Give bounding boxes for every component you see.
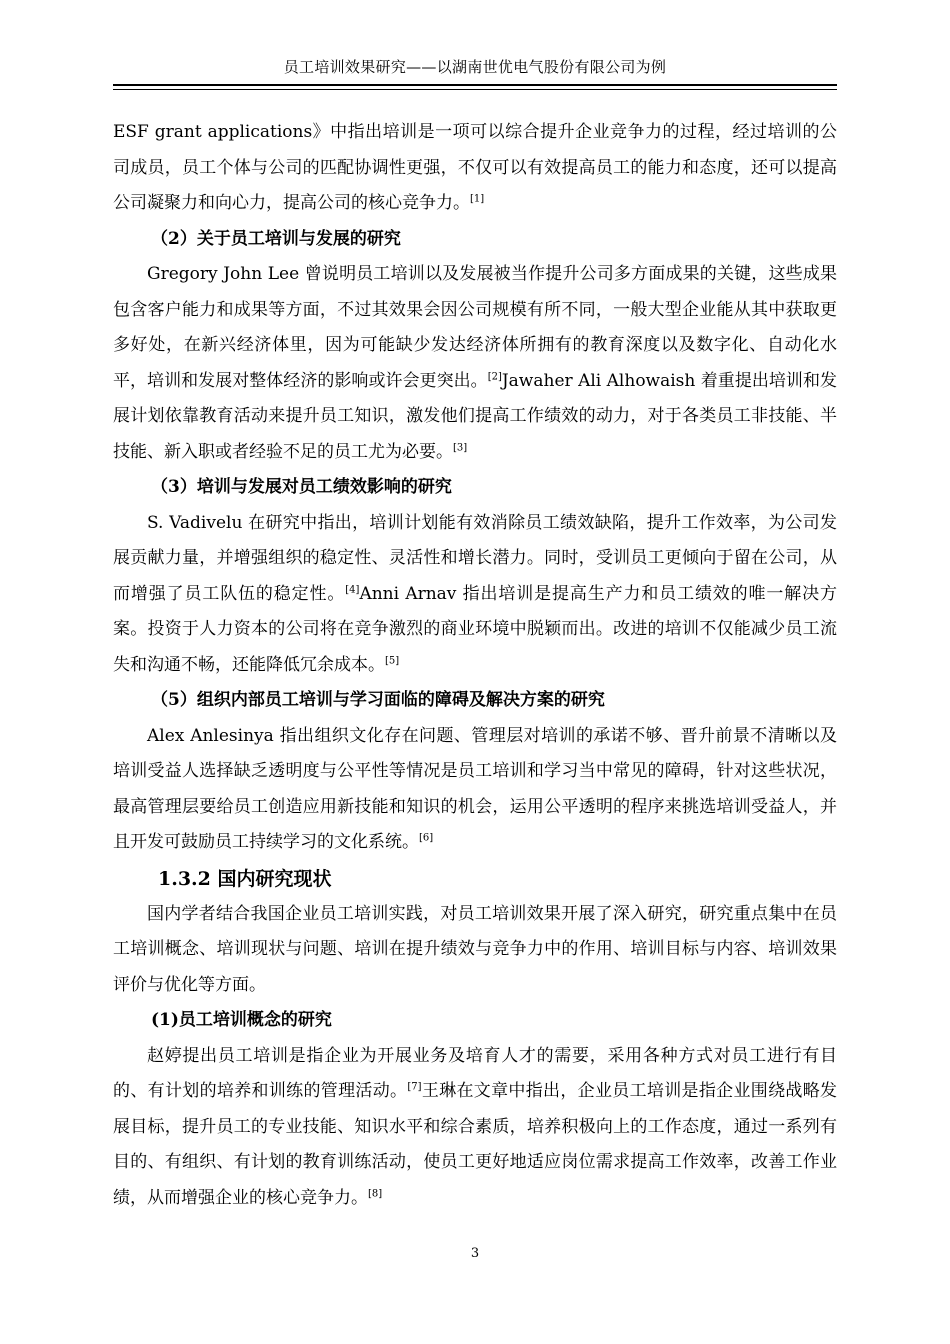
citation: [7] xyxy=(407,1081,422,1093)
header-rule-thin xyxy=(113,89,837,90)
paragraph-text: S. Vadivelu 在研究中指出，培训计划能有效消除员工绩效缺陷，提升工作效率，为公司发展贡献力量，并增强组织的稳定性、灵活性和增长潜力。同时，受训员工更倾向于留在公司，从而增强了员工队伍的稳定性。 xyxy=(113,512,837,604)
citation: [2] xyxy=(487,370,502,382)
paragraph-esf xyxy=(113,115,837,222)
citation: [1] xyxy=(470,193,485,205)
subheading-barriers: （5）组织内部员工培训与学习面临的障碍及解决方案的研究 xyxy=(151,690,605,710)
paragraph-text: Anni Arnav 指出培训是提高生产力和员工绩效的唯一解决方案。投资于人力资本的公司将在竞争激烈的商业环境中脱颖而出。改进的培训不仅能减少员工流失和沟通不畅，还能降低冗余成本。 xyxy=(113,583,838,675)
header-rule-thick xyxy=(113,84,837,86)
citation: [6] xyxy=(419,832,434,844)
citation: [5] xyxy=(385,654,400,666)
subheading-concept: (1)员工培训概念的研究 xyxy=(151,1010,332,1030)
section-heading-domestic: 1.3.2 国内研究现状 xyxy=(158,867,332,890)
paragraph-text: ESF grant applications》中指出培训是一项可以综合提升企业竞争力的过程，经过培训的公司成员，员工个体与公司的匹配协调性更强，不仅可以有效提高员工的能力和态度，还可以提高公司凝聚力和向心力，提高公司的核心竞争力。 xyxy=(113,122,837,213)
paragraph-text: 国内学者结合我国企业员工培训实践，对员工培训效果开展了深入研究，研究重点集中在员工培训概念、培训现状与问题、培训在提升绩效与竞争力中的作用、培训目标与内容、培训效果评价与优化等方面。 xyxy=(113,903,837,995)
subheading-performance-impact: （3）培训与发展对员工绩效影响的研究 xyxy=(151,477,452,497)
paragraph-zhao-wang xyxy=(113,1039,837,1217)
citation: [8] xyxy=(368,1187,383,1199)
page-number: 3 xyxy=(470,1246,480,1261)
paragraph-vadivelu xyxy=(113,506,837,684)
paragraph-text: Jawaher Ali Alhowaish 着重提出培训和发展计划依靠教育活动来提升员工知识，激发他们提高工作绩效的动力，对于各类员工非技能、半技能、新入职或者经验不足的员工尤为必要。 xyxy=(113,370,837,462)
paragraph-domestic-overview xyxy=(113,897,837,1004)
paragraph-text: Gregory John Lee 曾说明员工培训以及发展被当作提升公司多方面成果的关键，这些成果包含客户能力和成果等方面，不过其效果会因公司规模有所不同，一般大型企业能从其中获取更多好处，在新兴经济体里，因为可能缺少发达经济体所拥有的教育深度以及数字化、自动化水平，培训和发展对整体经济的影响或许会更突出。 xyxy=(113,264,837,391)
paragraph-lee xyxy=(113,257,837,470)
citation: [3] xyxy=(453,441,468,453)
paragraph-text: 王琳在文章中指出，企业员工培训是指企业围绕战略发展目标，提升员工的专业技能、知识水平和综合素质，培养积极向上的工作态度，通过一系列有目的、有组织、有计划的教育训练活动，使员工更好地适应岗位需求提高工作效率，改善工作业绩，从而增强企业的核心竞争力。 xyxy=(113,1081,838,1208)
body-content xyxy=(113,115,837,1216)
paragraph-text: 赵婷提出员工培训是指企业为开展业务及培育人才的需要，采用各种方式对员工进行有目的、有计划的培养和训练的管理活动。 xyxy=(113,1045,837,1101)
page-header: 员工培训效果研究——以湖南世优电气股份有限公司为例 xyxy=(283,58,667,76)
subheading-training-development: （2）关于员工培训与发展的研究 xyxy=(151,228,401,249)
paragraph-anlesinya xyxy=(113,719,837,861)
paragraph-text: Alex Anlesinya 指出组织文化存在问题、管理层对培训的承诺不够、晋升前景不清晰以及培训受益人选择缺乏透明度与公平性等情况是员工培训和学习当中常见的障碍，针对这些状况，最高管理层要给员工创造应用新技能和知识的机会，运用公平透明的程序来挑选培训受益人，并且开发可鼓励员工持续学习的文化系统。 xyxy=(113,725,837,852)
citation: [4] xyxy=(345,583,360,595)
